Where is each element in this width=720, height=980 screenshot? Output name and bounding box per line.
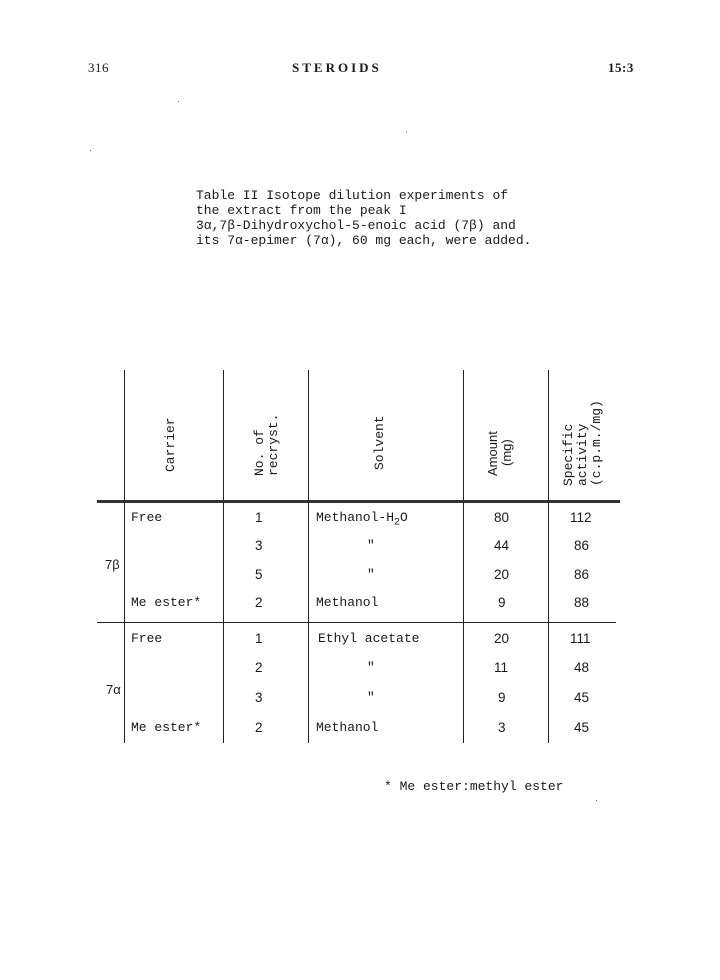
- group-label-7beta: 7β: [105, 557, 120, 572]
- column-header-amount: (mg): [499, 439, 514, 466]
- column-header-recryst: No. of: [252, 429, 267, 476]
- speck: [90, 150, 91, 151]
- group-rule: [97, 622, 616, 623]
- solvent-cell: Methanol: [316, 595, 379, 610]
- table-rule: [308, 370, 309, 743]
- amount-cell: 9: [498, 595, 506, 610]
- caption-line: 3α,7β-Dihydroxychol-5-enoic acid (7β) and: [196, 218, 516, 233]
- activity-cell: 45: [574, 720, 590, 735]
- caption-line: Table II Isotope dilution experiments of: [196, 188, 509, 203]
- activity-cell: 86: [574, 538, 590, 553]
- recryst-cell: 2: [255, 720, 263, 735]
- issue-number: 15:3: [608, 60, 634, 75]
- recryst-cell: 1: [255, 510, 263, 525]
- solvent-cell: ": [367, 690, 375, 705]
- column-header-activity: Specific: [561, 423, 576, 486]
- recryst-cell: 3: [255, 538, 263, 553]
- amount-cell: 9: [498, 690, 506, 705]
- activity-cell: 112: [570, 510, 592, 525]
- recryst-cell: 3: [255, 690, 263, 705]
- column-header-activity: activity: [575, 423, 590, 486]
- activity-cell: 111: [570, 631, 591, 646]
- recryst-cell: 5: [255, 567, 263, 582]
- speck: [596, 800, 597, 801]
- solvent-cell: ": [367, 567, 375, 582]
- page-number: 316: [88, 60, 109, 75]
- recryst-cell: 2: [255, 595, 263, 610]
- solvent-cell: ": [367, 660, 375, 675]
- solvent-cell: Methanol: [316, 720, 379, 735]
- column-header-activity: (c.p.m./mg): [589, 400, 604, 486]
- caption-line: its 7α-epimer (7α), 60 mg each, were added.: [196, 233, 532, 248]
- table-rule: [548, 370, 549, 743]
- footnote: * Me ester:methyl ester: [384, 779, 564, 794]
- amount-cell: 80: [494, 510, 510, 525]
- speck: [406, 131, 407, 132]
- carrier-cell: Free: [131, 510, 163, 525]
- table-rule: [124, 370, 125, 743]
- activity-cell: 86: [574, 567, 590, 582]
- group-label-7alpha: 7α: [106, 682, 121, 697]
- recryst-cell: 1: [255, 631, 263, 646]
- column-header-amount: Amount: [485, 431, 500, 476]
- amount-cell: 3: [498, 720, 506, 735]
- caption-line: the extract from the peak I: [196, 203, 407, 218]
- amount-cell: 20: [494, 631, 510, 646]
- carrier-cell: Free: [131, 631, 163, 646]
- journal-title: STEROIDS: [292, 60, 382, 75]
- carrier-cell: Me ester*: [131, 595, 202, 610]
- column-header-solvent: Solvent: [372, 415, 387, 470]
- amount-cell: 20: [494, 567, 510, 582]
- activity-cell: 45: [574, 690, 590, 705]
- speck: [178, 101, 179, 102]
- activity-cell: 88: [574, 595, 590, 610]
- table-rule: [463, 370, 464, 743]
- header-rule: [97, 500, 620, 503]
- recryst-cell: 2: [255, 660, 263, 675]
- table-caption: [196, 188, 596, 248]
- solvent-cell: Ethyl acetate: [318, 631, 420, 646]
- carrier-cell: Me ester*: [131, 720, 202, 735]
- solvent-cell: Methanol-$H_2O$: [316, 510, 408, 529]
- amount-cell: 11: [494, 660, 509, 675]
- table-rule: [223, 370, 224, 743]
- activity-cell: 48: [574, 660, 590, 675]
- column-header-carrier: Carrier: [163, 417, 178, 472]
- column-header-recryst: recryst.: [266, 413, 281, 476]
- solvent-cell: ": [367, 538, 375, 553]
- amount-cell: 44: [494, 538, 510, 553]
